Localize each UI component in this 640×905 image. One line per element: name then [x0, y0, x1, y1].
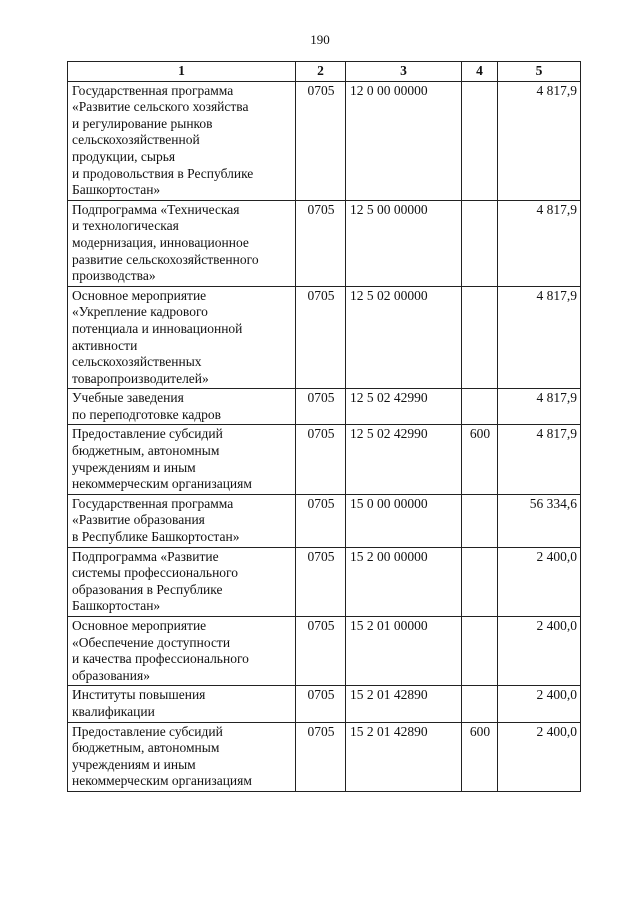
row-amount-cell: 2 400,0 — [498, 547, 581, 616]
row-amount-cell: 4 817,9 — [498, 200, 581, 286]
row-target-code-cell: 12 0 00 00000 — [346, 81, 462, 200]
row-section-cell: 0705 — [296, 81, 346, 200]
row-name-cell: Государственная программа «Развитие сельского хозяйства и регулирование рынков сельскохозяйственной продукции, сырья и продовольствия в Республике Башкортостан» — [68, 81, 296, 200]
row-name-cell: Институты повышения квалификации — [68, 686, 296, 722]
row-name-cell: Предоставление субсидий бюджетным, автономным учреждениям и иным некоммерческим организациям — [68, 425, 296, 494]
row-section-cell: 0705 — [296, 722, 346, 791]
row-target-code-cell: 12 5 02 00000 — [346, 286, 462, 389]
row-name-cell: Государственная программа «Развитие образования в Республике Башкортостан» — [68, 494, 296, 547]
table-header — [68, 62, 581, 82]
row-section-cell: 0705 — [296, 389, 346, 425]
table-row — [68, 494, 581, 547]
row-expense-type-cell — [462, 200, 498, 286]
table-row — [68, 286, 581, 389]
table-row — [68, 425, 581, 494]
row-expense-type-cell — [462, 617, 498, 686]
table-row — [68, 686, 581, 722]
row-name-cell: Основное мероприятие «Укрепление кадрового потенциала и инновационной активности сельскохозяйственных товаропроизводителей» — [68, 286, 296, 389]
row-amount-cell: 2 400,0 — [498, 686, 581, 722]
row-target-code-cell: 15 2 01 42890 — [346, 686, 462, 722]
table-row — [68, 722, 581, 791]
col-header-1: 1 — [68, 62, 296, 82]
row-expense-type-cell — [462, 686, 498, 722]
col-header-2: 2 — [296, 62, 346, 82]
row-section-cell: 0705 — [296, 200, 346, 286]
row-target-code-cell: 12 5 02 42990 — [346, 425, 462, 494]
page-number: 190 — [310, 32, 330, 47]
row-name-cell: Подпрограмма «Развитие системы профессионального образования в Республике Башкортостан» — [68, 547, 296, 616]
col-header-3: 3 — [346, 62, 462, 82]
row-target-code-cell: 15 2 01 42890 — [346, 722, 462, 791]
row-section-cell: 0705 — [296, 425, 346, 494]
budget-table — [67, 61, 581, 792]
col-header-5: 5 — [498, 62, 581, 82]
table-row — [68, 81, 581, 200]
row-amount-cell: 2 400,0 — [498, 617, 581, 686]
row-amount-cell: 4 817,9 — [498, 425, 581, 494]
row-amount-cell: 56 334,6 — [498, 494, 581, 547]
row-section-cell: 0705 — [296, 686, 346, 722]
row-name-cell: Учебные заведения по переподготовке кадров — [68, 389, 296, 425]
row-expense-type-cell — [462, 494, 498, 547]
row-target-code-cell: 15 2 00 00000 — [346, 547, 462, 616]
table-row — [68, 617, 581, 686]
row-target-code-cell: 12 5 00 00000 — [346, 200, 462, 286]
row-name-cell: Предоставление субсидий бюджетным, автономным учреждениям и иным некоммерческим организациям — [68, 722, 296, 791]
row-name-cell: Основное мероприятие «Обеспечение доступности и качества профессионального образования» — [68, 617, 296, 686]
row-expense-type-cell — [462, 547, 498, 616]
row-name-cell: Подпрограмма «Техническая и технологическая модернизация, инновационное развитие сельскохозяйственного производства» — [68, 200, 296, 286]
row-target-code-cell: 12 5 02 42990 — [346, 389, 462, 425]
row-target-code-cell: 15 0 00 00000 — [346, 494, 462, 547]
row-expense-type-cell — [462, 389, 498, 425]
row-amount-cell: 2 400,0 — [498, 722, 581, 791]
row-section-cell: 0705 — [296, 286, 346, 389]
header-row — [68, 62, 581, 82]
row-expense-type-cell: 600 — [462, 425, 498, 494]
row-amount-cell: 4 817,9 — [498, 389, 581, 425]
row-expense-type-cell — [462, 286, 498, 389]
col-header-4: 4 — [462, 62, 498, 82]
table-row — [68, 389, 581, 425]
row-section-cell: 0705 — [296, 547, 346, 616]
table-row — [68, 200, 581, 286]
row-expense-type-cell: 600 — [462, 722, 498, 791]
table-body — [68, 81, 581, 791]
row-amount-cell: 4 817,9 — [498, 81, 581, 200]
table-row — [68, 547, 581, 616]
row-target-code-cell: 15 2 01 00000 — [346, 617, 462, 686]
row-section-cell: 0705 — [296, 617, 346, 686]
row-amount-cell: 4 817,9 — [498, 286, 581, 389]
row-section-cell: 0705 — [296, 494, 346, 547]
row-expense-type-cell — [462, 81, 498, 200]
